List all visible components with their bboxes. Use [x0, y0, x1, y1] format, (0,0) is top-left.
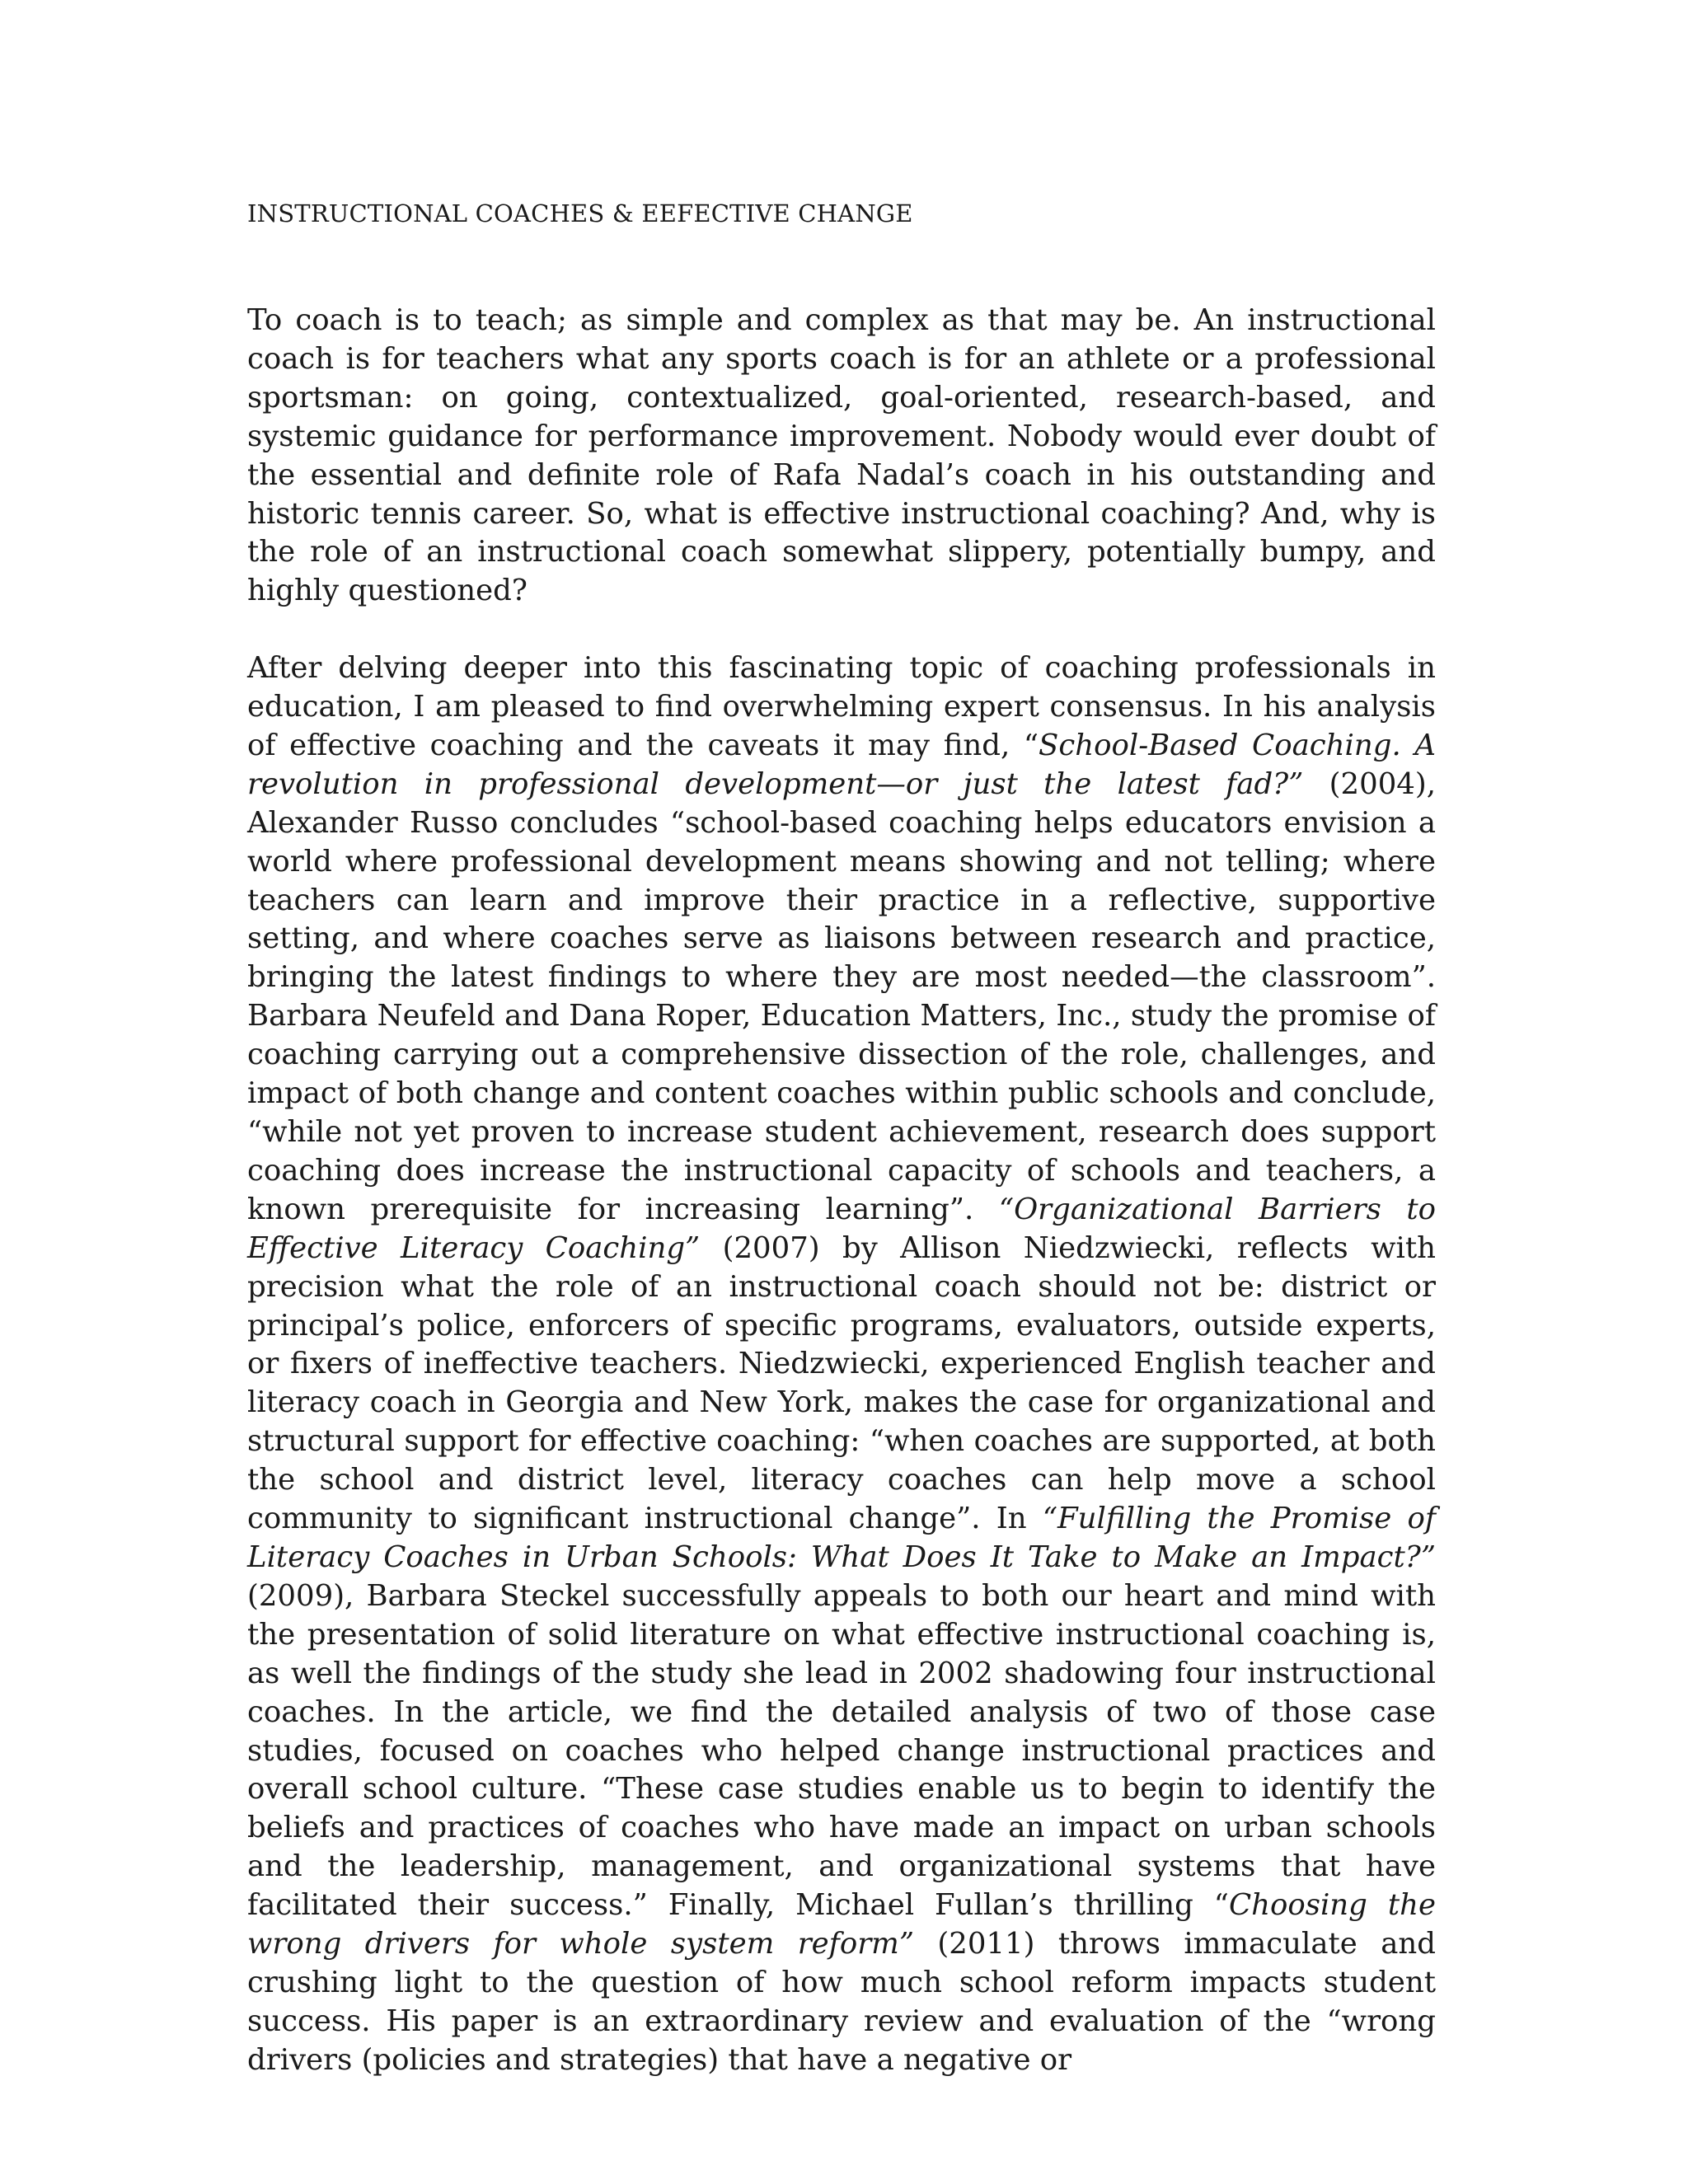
text-segment: (2007) by Allison Niedzwiecki, reflects with precision what the role of an instructional coach should not be: district or principal’s police, enforcers of specific programs, evaluators, outside experts, or fixers of ineffective teachers. Niedzwiecki, experienced English teacher and literacy coach in Georgia and New York, makes the case for organizational and structural support for effective coaching: “when coaches are supported, at both the school and district level, literacy coaches can help move a school community to significant instructional change”. In [247, 1230, 1436, 1536]
text-segment: After delving deeper into this fascinating topic of coaching professionals in education, I am pleased to find overwhelming expert consensus. In his analysis of effective coaching and the caveats it may find, “ [247, 651, 1436, 762]
paragraph-2 [247, 649, 1436, 2080]
paragraph-1 [247, 302, 1436, 611]
article-title-fullan: Choosing the wrong drivers for whole system reform” [247, 1888, 1436, 1961]
text-segment: To coach is to teach; as simple and complex as that may be. An instructional coach is for teachers what any sports coach is for an athlete or a professional sportsman: on going, contextualized, goal-oriented, research-based, and systemic guidance for performance improvement. Nobody would ever doubt of the essential and definite role of Rafa Nadal’s coach in his outstanding and historic tennis career. So, what is effective instructional coaching? And, why is the role of an instructional coach somewhat slippery, potentially bumpy, and highly questioned? [247, 303, 1436, 608]
article-title-russo: School-Based Coaching. A revolution in professional development—or just the latest fad?” [247, 728, 1436, 801]
article-title-steckel: “Fulfilling the Promise of Literacy Coaches in Urban Schools: What Does It Take to Make an Impact?” [247, 1502, 1436, 1574]
running-head: INSTRUCTIONAL COACHES & EEFECTIVE CHANGE [247, 199, 913, 227]
text-segment: (2011) throws immaculate and crushing light to the question of how much school reform impacts student success. His paper is an extraordinary review and evaluation of the “wrong drivers (policies and strategies) that have a negative or [247, 1927, 1436, 2077]
article-title-niedzwiecki: “Organizational Barriers to Effective Literacy Coaching” [247, 1192, 1437, 1265]
text-segment: (2004), Alexander Russo concludes “school-based coaching helps educators envision a world where professional development means showing and not telling; where teachers can learn and improve their practice in a reflective, supportive setting, and where coaches serve as liaisons between research and practice, bringing the latest findings to where they are most needed—the classroom”. Barbara Neufeld and Dana Roper, Education Matters, Inc., study the promise of coaching carrying out a comprehensive dissection of the role, challenges, and impact of both change and content coaches within public schools and conclude, “while not yet proven to increase student achievement, research does support coaching does increase the instructional capacity of schools and teachers, a known prerequisite for increasing learning”. [247, 766, 1436, 1226]
body-text [247, 302, 1436, 2080]
text-segment: (2009), Barbara Steckel successfully appeals to both our heart and mind with the presentation of solid literature on what effective instructional coaching is, as well the findings of the study she lead in 2002 shadowing four instructional coaches. In the article, we find the detailed analysis of two of those case studies, focused on coaches who helped change instructional practices and overall school culture. “These case studies enable us to begin to identify the beliefs and practices of coaches who have made an impact on urban schools and the leadership, management, and organizational systems that have facilitated their success.” Finally, Michael Fullan’s thrilling “ [247, 1578, 1436, 1923]
